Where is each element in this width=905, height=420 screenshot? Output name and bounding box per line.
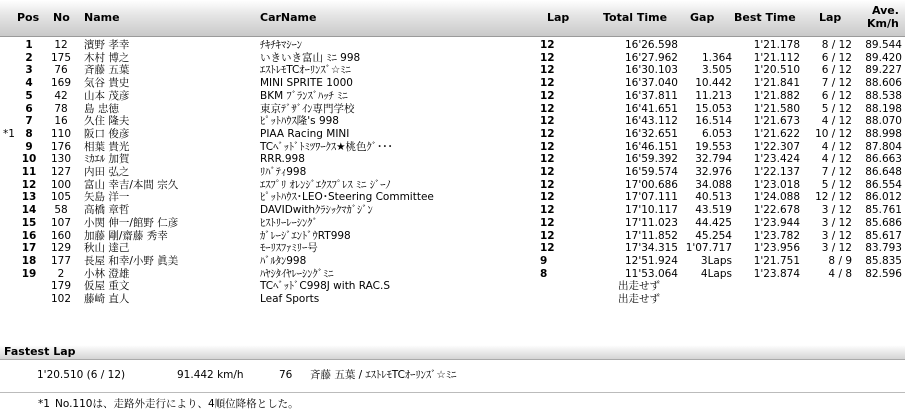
row-average-speed: 86.554: [865, 178, 902, 191]
header-ave: Ave.: [872, 4, 899, 17]
row-average-speed: 89.544: [865, 39, 902, 51]
row-driver-name: 高橋 章哲: [84, 204, 130, 217]
row-car-number: 107: [50, 216, 72, 229]
row-car-number: 177: [50, 254, 72, 267]
row-position: 14: [21, 204, 37, 217]
row-laps: 8: [540, 267, 548, 280]
row-total-time: 16'32.651: [625, 127, 678, 140]
row-best-time: 1'23.018: [753, 178, 800, 191]
row-best-lap: 4 / 12: [821, 140, 852, 153]
row-driver-name: 矢島 洋一: [84, 191, 130, 204]
row-total-time: 16'59.392: [625, 153, 678, 166]
row-average-speed: 83.793: [865, 242, 902, 255]
row-best-lap: 4 / 8: [828, 267, 852, 280]
row-laps: 12: [540, 51, 555, 64]
row-average-speed: 86.012: [865, 191, 902, 204]
row-car-name: 東京ﾃﾞｻﾞｲﾝ専門学校: [260, 102, 355, 115]
row-total-time: 16'41.651: [625, 102, 678, 115]
row-total-time: 出走せず: [618, 280, 660, 293]
row-best-lap: 12 / 12: [815, 191, 852, 204]
row-average-speed: 85.686: [865, 216, 902, 229]
row-best-time: 1'21.751: [753, 254, 800, 267]
table-row: [0, 280, 905, 293]
row-position: 18: [21, 254, 37, 267]
row-total-time: 16'59.574: [625, 166, 678, 178]
row-total-time: 17'00.686: [625, 178, 678, 191]
row-position: 6: [25, 102, 33, 115]
row-best-time: 1'23.956: [753, 242, 800, 255]
row-laps: 12: [540, 229, 555, 242]
row-total-time: 17'11.023: [625, 216, 678, 229]
row-driver-name: 斉藤 五葉: [84, 64, 130, 77]
row-average-speed: 88.070: [865, 115, 902, 128]
row-gap: 32.794: [695, 153, 732, 166]
fastest-lap-title: Fastest Lap: [4, 345, 76, 358]
row-best-lap: 3 / 12: [821, 242, 852, 255]
row-best-lap: 5 / 12: [821, 102, 852, 115]
row-car-name: ﾋｽﾄﾘｰﾚｰｼﾝｸﾞ: [260, 216, 318, 229]
row-car-number: 130: [50, 153, 72, 166]
row-average-speed: 88.606: [865, 77, 902, 90]
fastest-lap-time: 1'20.510 (6 / 12): [37, 369, 126, 381]
row-driver-name: 久住 隆夫: [84, 115, 130, 128]
row-best-time: 1'21.178: [753, 39, 800, 51]
row-average-speed: 88.998: [865, 127, 902, 140]
fastest-lap-header: [0, 345, 905, 360]
row-car-name: いきいき富山 ﾐﾆ 998: [260, 51, 361, 64]
row-laps: 12: [540, 153, 555, 166]
row-position: 3: [25, 64, 33, 77]
row-laps: 12: [540, 77, 555, 90]
footnote-text: No.110は、走路外走行により、4順位降格とした。: [55, 398, 299, 410]
row-position: 11: [21, 166, 37, 178]
row-car-number: 16: [54, 115, 68, 128]
row-best-lap: 6 / 12: [821, 64, 852, 77]
row-gap: 10.442: [695, 77, 732, 90]
header-total-time: Total Time: [603, 11, 668, 24]
results-table-header: [0, 0, 905, 37]
row-car-name: TCﾍﾞｯﾄﾞﾄﾐﾂﾜｰｸｽ★桃色ｸﾞ･･･: [260, 140, 393, 153]
fastest-lap-speed: 91.442 km/h: [177, 369, 244, 381]
row-laps: 12: [540, 64, 555, 77]
row-total-time: 16'46.151: [625, 140, 678, 153]
row-driver-name: ﾐｶｴﾙ 加賀: [84, 153, 130, 166]
row-best-time: 1'22.678: [753, 204, 800, 217]
row-position: 7: [25, 115, 33, 128]
table-row: [0, 217, 905, 230]
row-driver-name: 濱野 孝幸: [84, 39, 130, 51]
table-row: [0, 52, 905, 65]
row-driver-name: 内田 弘之: [84, 166, 130, 178]
row-laps: 12: [540, 127, 555, 140]
row-gap: 3Laps: [700, 254, 732, 267]
row-car-name: ｶﾞﾚｰｼﾞｴﾝﾄﾞｳRT998: [260, 229, 351, 242]
row-total-time: 16'43.112: [625, 115, 678, 128]
row-position: 19: [21, 267, 37, 280]
row-car-name: PIAA Racing MINI: [260, 127, 350, 140]
row-laps: 12: [540, 178, 555, 191]
row-average-speed: 89.227: [865, 64, 902, 77]
row-car-number: 12: [54, 39, 68, 51]
table-row: [0, 64, 905, 77]
row-position: 10: [21, 153, 37, 166]
row-total-time: 16'37.040: [625, 77, 678, 90]
row-laps: 12: [540, 191, 555, 204]
divider: [0, 392, 905, 393]
row-total-time: 16'37.811: [625, 89, 678, 102]
row-best-time: 1'20.510: [753, 64, 800, 77]
row-car-name: ﾊﾔｼﾀｲﾔﾚｰｼﾝｸﾞﾐﾆ: [260, 267, 334, 280]
row-best-time: 1'22.307: [753, 140, 800, 153]
row-position: 4: [25, 77, 33, 90]
row-car-name: MINI SPRITE 1000: [260, 77, 353, 90]
row-best-lap: 3 / 12: [821, 229, 852, 242]
header-name: Name: [84, 11, 120, 24]
row-best-time: 1'21.112: [753, 51, 800, 64]
row-driver-name: 山本 茂彦: [84, 89, 130, 102]
row-best-time: 1'23.424: [753, 153, 800, 166]
row-best-time: 1'22.137: [753, 166, 800, 178]
fastest-lap-no: 76: [279, 369, 293, 381]
row-car-number: 42: [54, 89, 68, 102]
row-car-name: Leaf Sports: [260, 293, 320, 305]
row-car-number: 2: [57, 267, 65, 280]
row-car-number: 100: [50, 178, 72, 191]
row-gap: 44.425: [695, 216, 732, 229]
row-gap: 15.053: [695, 102, 732, 115]
row-gap: 16.514: [695, 115, 732, 128]
table-row: [0, 166, 905, 179]
row-position: 1: [25, 39, 33, 51]
row-car-name: TCﾍﾞｯﾄﾞC998J with RAC.S: [260, 280, 391, 293]
row-total-time: 出走せず: [618, 293, 660, 305]
row-average-speed: 82.596: [865, 267, 902, 280]
header-best-time: Best Time: [734, 11, 796, 24]
table-row: [0, 153, 905, 166]
row-best-lap: 3 / 12: [821, 216, 852, 229]
row-car-number: 175: [50, 51, 72, 64]
header-lap: Lap: [547, 11, 570, 24]
row-total-time: 17'07.111: [625, 191, 678, 204]
table-row: [0, 268, 905, 281]
row-best-time: 1'23.944: [753, 216, 800, 229]
row-gap: 6.053: [701, 127, 732, 140]
header-gap: Gap: [690, 11, 715, 24]
row-best-time: 1'21.580: [753, 102, 800, 115]
row-position: 16: [21, 229, 37, 242]
row-driver-name: 木村 博之: [84, 51, 130, 64]
row-best-lap: 4 / 12: [821, 153, 852, 166]
row-gap: 3.505: [701, 64, 732, 77]
row-position: 5: [25, 89, 33, 102]
row-best-lap: 4 / 12: [821, 115, 852, 128]
row-laps: 12: [540, 102, 555, 115]
row-total-time: 17'11.852: [625, 229, 678, 242]
row-position: 17: [21, 242, 37, 255]
header-ave-unit: Km/h: [867, 17, 899, 30]
row-best-lap: 7 / 12: [821, 166, 852, 178]
row-driver-name: 相葉 貴光: [84, 140, 130, 153]
row-best-lap: 6 / 12: [821, 89, 852, 102]
row-driver-name: 秋山 達己: [84, 242, 130, 255]
row-gap: 1'07.717: [685, 242, 732, 255]
row-mark: *1: [3, 127, 15, 140]
row-best-time: 1'21.841: [753, 77, 800, 90]
row-laps: 12: [540, 166, 555, 178]
row-car-name: RRR.998: [260, 153, 305, 166]
row-driver-name: 富山 幸吉/本間 宗久: [84, 178, 179, 191]
row-gap: 32.976: [695, 166, 732, 178]
row-average-speed: 88.538: [865, 89, 902, 102]
row-car-number: 169: [50, 77, 72, 90]
row-gap: 43.519: [695, 204, 732, 217]
row-car-name: ｴｽﾌﾟﾘ ｵﾚﾝｼﾞｴｸｽﾌﾟﾚｽ ﾐﾆ ｼﾞｰﾉ: [260, 178, 391, 191]
row-best-time: 1'23.782: [753, 229, 800, 242]
row-car-number: 102: [50, 293, 72, 305]
row-gap: 45.254: [695, 229, 732, 242]
row-gap: 1.364: [701, 51, 732, 64]
row-car-number: 160: [50, 229, 72, 242]
row-car-number: 58: [54, 204, 68, 217]
row-gap: 11.213: [695, 89, 732, 102]
row-driver-name: 加藤 剛/齋藤 秀幸: [84, 229, 168, 242]
row-car-number: 105: [50, 191, 72, 204]
row-gap: 19.553: [695, 140, 732, 153]
row-laps: 9: [540, 254, 548, 267]
row-total-time: 11'53.064: [625, 267, 678, 280]
row-laps: 12: [540, 204, 555, 217]
row-average-speed: 89.420: [865, 51, 902, 64]
row-gap: 40.513: [695, 191, 732, 204]
row-average-speed: 86.648: [865, 166, 902, 178]
row-laps: 12: [540, 115, 555, 128]
row-laps: 12: [540, 39, 555, 51]
row-car-name: ﾘﾊﾞﾃｨ998: [260, 166, 307, 178]
row-car-number: 76: [54, 64, 68, 77]
row-car-name: ﾊﾞﾙﾀﾝ998: [260, 254, 307, 267]
row-driver-name: 気谷 貴史: [84, 77, 130, 90]
header-pos: Pos: [17, 11, 40, 24]
row-best-lap: 7 / 12: [821, 77, 852, 90]
row-car-number: 78: [54, 102, 68, 115]
row-car-number: 127: [50, 166, 72, 178]
table-row: [0, 103, 905, 116]
row-car-name: ﾋﾟｯﾄﾊｳｽ隆's 998: [260, 115, 339, 128]
row-best-time: 1'21.673: [753, 115, 800, 128]
table-row: [0, 255, 905, 268]
row-car-name: ﾁｷﾁｷﾏｼｰﾝ: [260, 39, 302, 51]
row-position: 15: [21, 216, 37, 229]
header-no: No: [53, 11, 70, 24]
row-car-name: BKM ﾌﾞﾗﾝｽﾞﾊｯﾁ ﾐﾆ: [260, 89, 348, 102]
row-position: 2: [25, 51, 33, 64]
header-best-lap: Lap: [819, 11, 842, 24]
row-car-name: ﾋﾟｯﾄﾊｳｽ･LEO･Steering Committee: [260, 191, 434, 204]
row-best-lap: 6 / 12: [821, 51, 852, 64]
table-row: [0, 115, 905, 128]
row-driver-name: 小林 澄雄: [84, 267, 130, 280]
table-row: [0, 90, 905, 103]
row-car-number: 176: [50, 140, 72, 153]
table-row: [0, 179, 905, 192]
row-total-time: 16'27.962: [625, 51, 678, 64]
row-total-time: 17'34.315: [625, 242, 678, 255]
table-row: [0, 141, 905, 154]
row-total-time: 12'51.924: [625, 254, 678, 267]
row-total-time: 17'10.117: [625, 204, 678, 217]
table-row: [0, 128, 905, 141]
row-average-speed: 85.617: [865, 229, 902, 242]
row-position: 13: [21, 191, 37, 204]
row-average-speed: 88.198: [865, 102, 902, 115]
row-best-lap: 10 / 12: [815, 127, 852, 140]
row-total-time: 16'26.598: [625, 39, 678, 51]
row-best-lap: 5 / 12: [821, 178, 852, 191]
footnote-mark: *1: [38, 398, 50, 410]
row-best-time: 1'21.882: [753, 89, 800, 102]
row-total-time: 16'30.103: [625, 64, 678, 77]
row-driver-name: 藤崎 直人: [84, 293, 130, 305]
row-best-lap: 8 / 12: [821, 39, 852, 51]
fastest-lap-row: [0, 369, 905, 382]
row-best-lap: 3 / 12: [821, 204, 852, 217]
row-laps: 12: [540, 140, 555, 153]
table-row: [0, 242, 905, 255]
row-gap: 34.088: [695, 178, 732, 191]
row-laps: 12: [540, 242, 555, 255]
table-row: [0, 191, 905, 204]
row-laps: 12: [540, 89, 555, 102]
row-car-number: 129: [50, 242, 72, 255]
row-driver-name: 長屋 和幸/小野 眞美: [84, 254, 179, 267]
row-car-number: 110: [50, 127, 72, 140]
row-car-number: 179: [50, 280, 72, 293]
row-car-name: DAVIDwithｸﾗｼｯｸﾏｶﾞｼﾞﾝ: [260, 204, 373, 217]
row-average-speed: 85.835: [865, 254, 902, 267]
row-position: 8: [25, 127, 33, 140]
header-carname: CarName: [260, 11, 317, 24]
row-best-time: 1'24.088: [753, 191, 800, 204]
row-average-speed: 86.663: [865, 153, 902, 166]
table-row: [0, 77, 905, 90]
row-laps: 12: [540, 216, 555, 229]
row-best-lap: 8 / 9: [828, 254, 852, 267]
row-driver-name: 小関 伸一/館野 仁彦: [84, 216, 179, 229]
row-driver-name: 仮屋 重文: [84, 280, 130, 293]
row-car-name: ﾓｰﾘｽﾌｧﾐﾘｰ号: [260, 242, 318, 255]
row-driver-name: 阪口 俊彦: [84, 127, 130, 140]
row-driver-name: 島 忠徳: [84, 102, 119, 115]
table-row: [0, 230, 905, 243]
table-row: [0, 293, 905, 306]
row-gap: 4Laps: [700, 267, 732, 280]
fastest-lap-driver-car: 斉藤 五葉 / ｴｽﾄﾚﾓTCｵｰﾘﾝｽﾞ☆ﾐﾆ: [310, 369, 457, 381]
row-car-name: ｴｽﾄﾚﾓTCｵｰﾘﾝｽﾞ☆ﾐﾆ: [260, 64, 351, 77]
table-row: [0, 204, 905, 217]
row-best-time: 1'23.874: [753, 267, 800, 280]
row-best-time: 1'21.622: [753, 127, 800, 140]
table-row: [0, 39, 905, 52]
row-position: 9: [25, 140, 33, 153]
row-position: 12: [21, 178, 37, 191]
row-average-speed: 85.761: [865, 204, 902, 217]
row-average-speed: 87.804: [865, 140, 902, 153]
